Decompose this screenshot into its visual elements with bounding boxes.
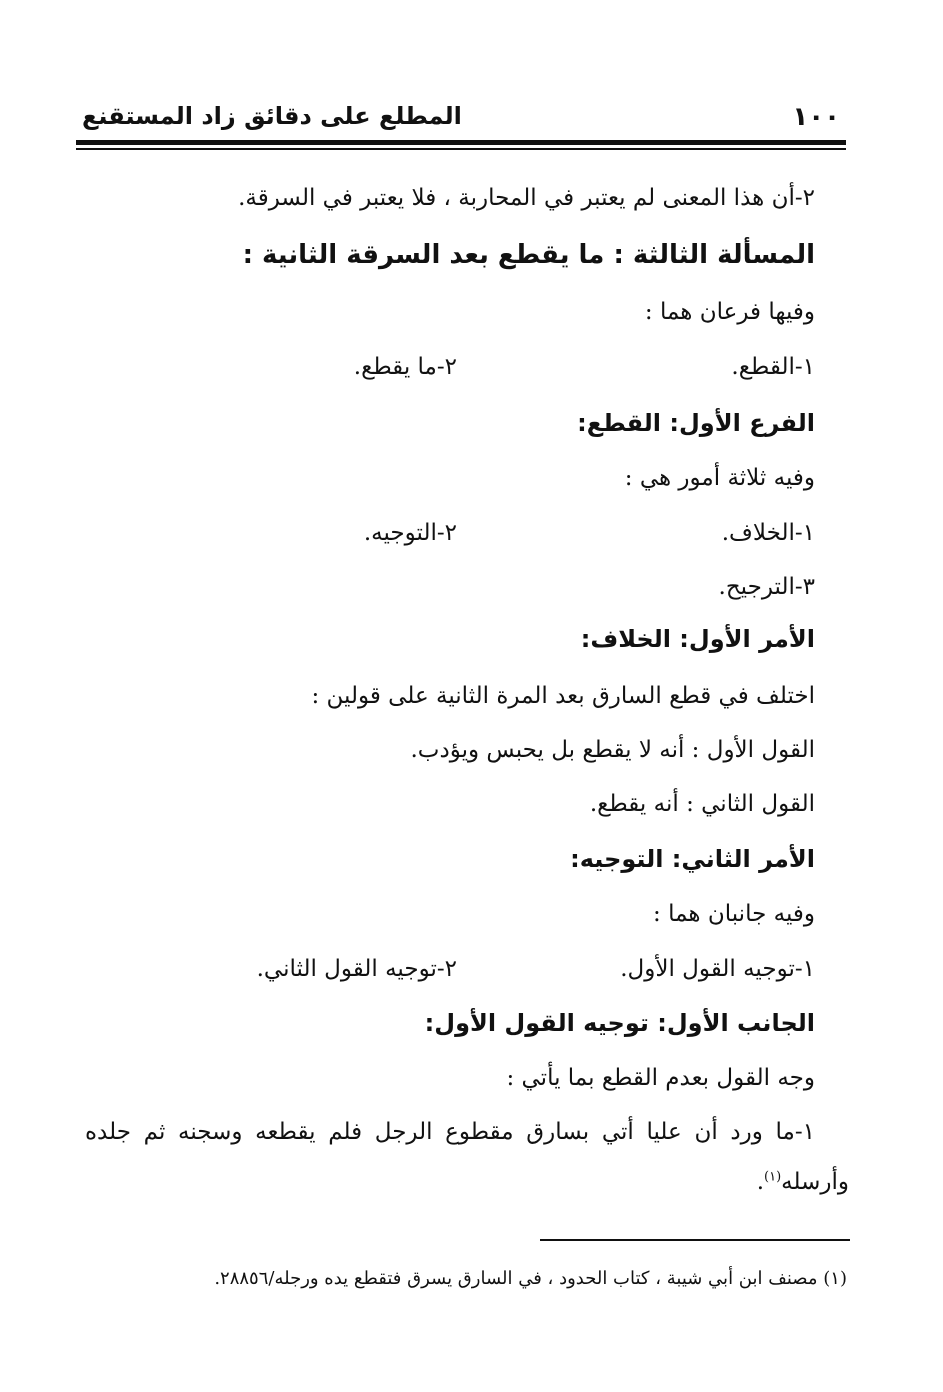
list-item: ١-الخلاف. — [721, 520, 815, 546]
footnote: (١) مصنف ابن أبي شيبة ، كتاب الحدود ، في السارق يسرق فتقطع يده ورجله/٢٨٨٥٦. — [214, 1268, 847, 1289]
opinion-line: القول الثاني : أنه يقطع. — [589, 791, 815, 817]
body-line: وفيه جانبان هما : — [653, 901, 815, 927]
subsection-heading: الأمر الثاني: التوجيه: — [570, 845, 815, 873]
evidence-line: ١-ما ورد أن عليا أتي بسارق مقطوع الرجل فلم يقطعه وسجنه ثم جلده — [85, 1119, 815, 1145]
body-line: ٢-أن هذا المعنى لم يعتبر في المحاربة ، فلا يعتبر في السرقة. — [238, 185, 815, 211]
subsection-heading: الجانب الأول: توجيه القول الأول: — [424, 1009, 815, 1037]
list-item: ٢-توجيه القول الثاني. — [256, 956, 457, 982]
footnote-reference[interactable]: (١) — [764, 1169, 782, 1185]
running-header — [76, 98, 846, 142]
section-heading: المسألة الثالثة : ما يقطع بعد السرقة الثانية : — [242, 240, 815, 270]
header-rule-thin — [76, 148, 846, 150]
page-number: ١٠٠ — [792, 102, 840, 132]
evidence-text: وأرسله — [781, 1169, 849, 1195]
list-item: ١-القطع. — [731, 354, 815, 380]
book-title: المطلع على دقائق زاد المستقنع — [82, 102, 462, 130]
header-rule-thick — [76, 140, 846, 145]
list-item: ٢-ما يقطع. — [353, 354, 457, 380]
evidence-end: . — [756, 1169, 765, 1195]
evidence-line-continued — [757, 1167, 849, 1197]
body-line: وفيها فرعان هما : — [644, 299, 815, 325]
list-item: ٢-التوجيه. — [363, 520, 457, 546]
opinion-line: القول الأول : أنه لا يقطع بل يحبس ويؤدب. — [410, 737, 815, 763]
footnote-separator — [540, 1239, 850, 1241]
body-line: وجه القول بعدم القطع بما يأتي : — [506, 1065, 815, 1091]
list-item: ٣-الترجيح. — [718, 574, 815, 600]
body-line: وفيه ثلاثة أمور هي : — [624, 465, 815, 491]
subsection-heading: الأمر الأول: الخلاف: — [580, 625, 815, 653]
body-line: اختلف في قطع السارق بعد المرة الثانية على قولين : — [311, 683, 815, 709]
list-item: ١-توجيه القول الأول. — [620, 956, 815, 982]
subsection-heading: الفرع الأول: القطع: — [577, 409, 815, 437]
